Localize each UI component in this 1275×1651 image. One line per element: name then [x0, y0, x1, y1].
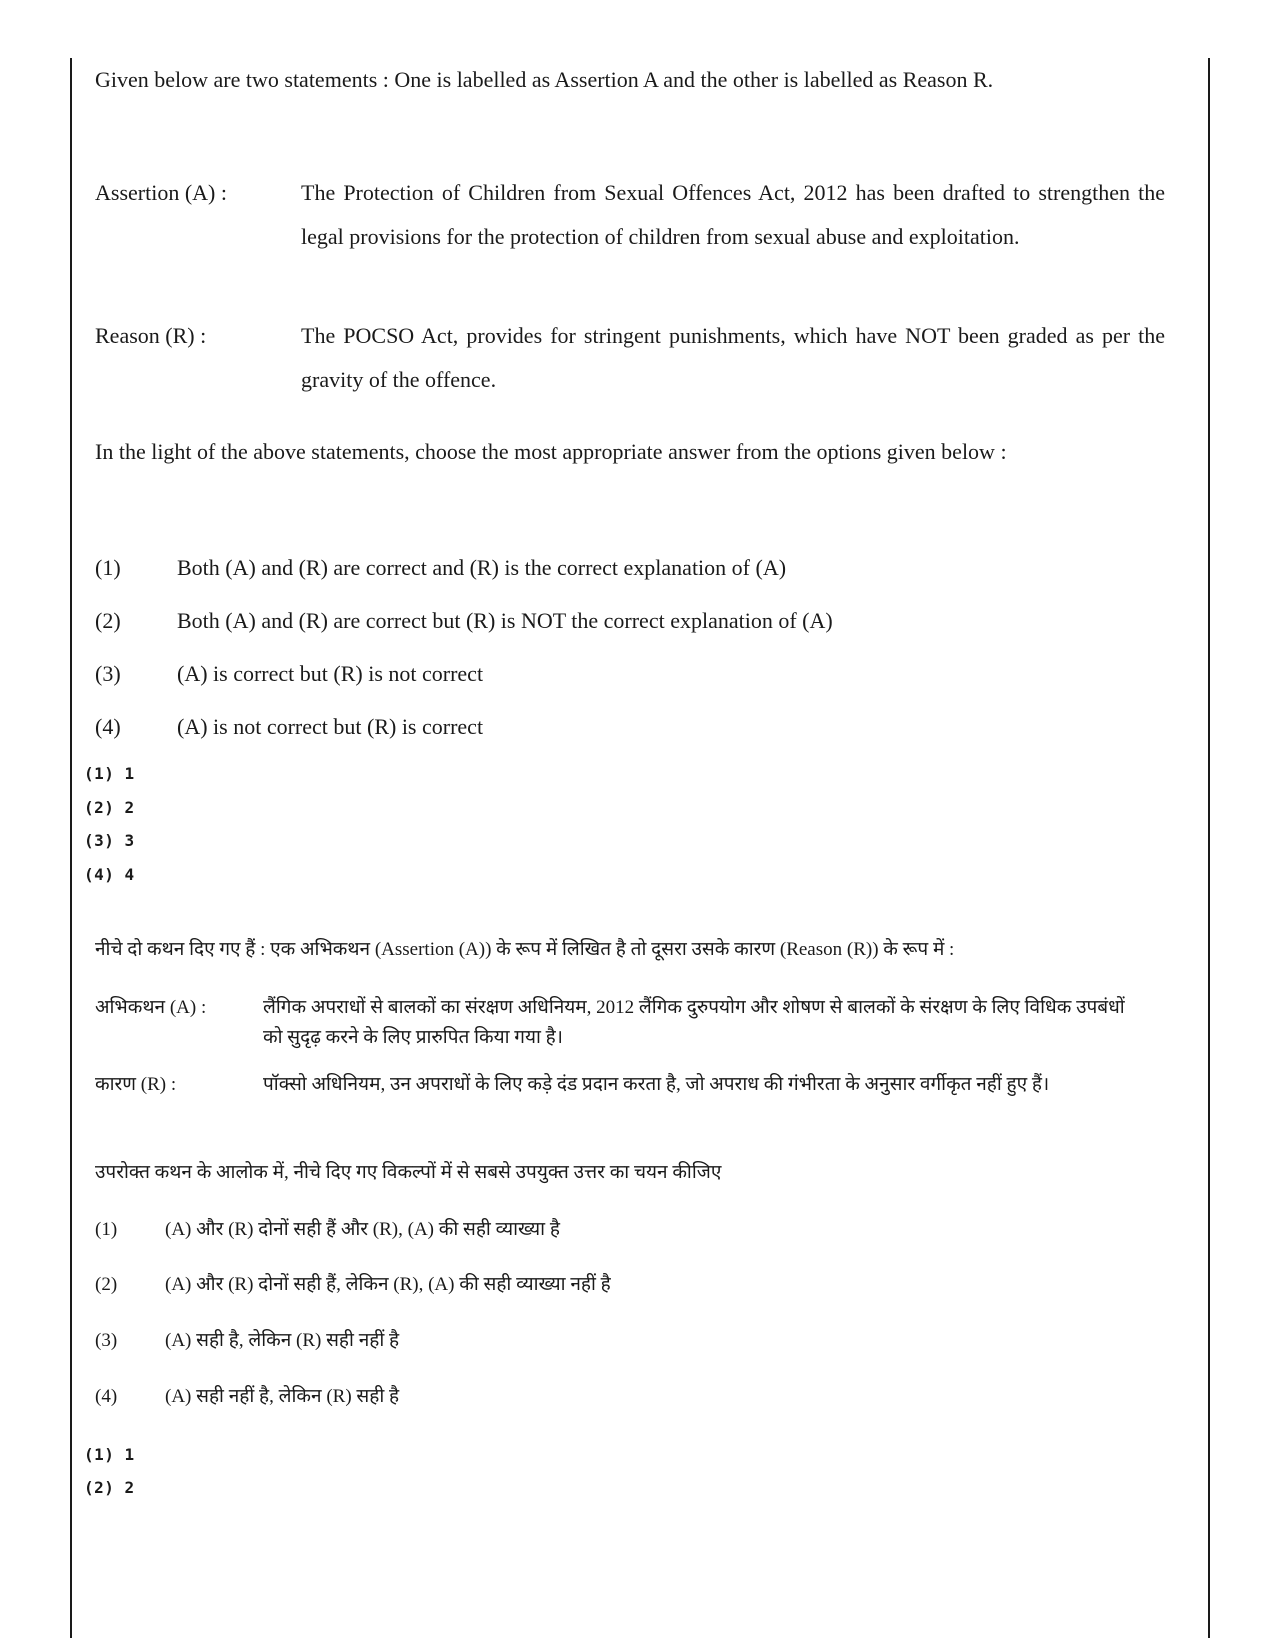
option-number: (3) [95, 1330, 118, 1351]
reason-label-hindi: कारण (R) : [95, 1074, 177, 1095]
reason-text-hindi: पॉक्सो अधिनियम, उन अपराधों के लिए कड़े दंड प्रदान करता है, जो अपराध की गंभीरता के अनुसार वर्गीकृत नहीं हुए हैं। [263, 1074, 1050, 1095]
option-text: Both (A) and (R) are correct and (R) is the correct explanation of (A) [177, 555, 787, 580]
answer-choice-1[interactable]: (1) 1 [84, 764, 135, 783]
answer-choice-1[interactable]: (1) 1 [84, 1445, 135, 1464]
answer-choice-2[interactable]: (2) 2 [84, 798, 135, 817]
option-number: (4) [95, 714, 121, 739]
question-intro-hindi: नीचे दो कथन दिए गए हैं : एक अभिकथन (Assertion (A)) के रूप में लिखित है तो दूसरा उसके कारण (Reason (R)) के रूप में : [95, 939, 955, 960]
instruction-hindi: उपरोक्त कथन के आलोक में, नीचे दिए गए विकल्पों में से सबसे उपयुक्त उत्तर का चयन कीजिए [95, 1162, 722, 1183]
left-border-line [70, 58, 72, 1638]
answer-choice-4[interactable]: (4) 4 [84, 865, 135, 884]
option-text: (A) is correct but (R) is not correct [177, 661, 484, 686]
option-number: (1) [95, 1219, 118, 1240]
answer-choice-3[interactable]: (3) 3 [84, 831, 135, 850]
option-text: (A) सही नहीं है, लेकिन (R) सही है [165, 1386, 400, 1407]
reason-text-english: The POCSO Act, provides for stringent punishments, which have NOT been graded as per the gravity of the offence. [301, 323, 1165, 392]
option-text: (A) सही है, लेकिन (R) सही नहीं है [165, 1330, 400, 1351]
reason-label-english: Reason (R) : [95, 323, 207, 348]
right-border-line [1208, 58, 1210, 1638]
assertion-text-hindi: लैंगिक अपराधों से बालकों का संरक्षण अधिनियम, 2012 लैंगिक दुरुपयोग और शोषण से बालकों के संरक्षण के लिए विधिक उपबंधों को सुदृढ़ करने के लिए प्रारुपित किया गया है। [263, 997, 1125, 1048]
option-number: (1) [95, 555, 121, 580]
option-number: (2) [95, 608, 121, 633]
question-intro-english: Given below are two statements : One is labelled as Assertion A and the other is labelled as Reason R. [95, 67, 994, 92]
instruction-english: In the light of the above statements, choose the most appropriate answer from the options given below : [95, 439, 1007, 464]
option-number: (2) [95, 1274, 118, 1295]
assertion-label-english: Assertion (A) : [95, 180, 227, 205]
option-text: (A) is not correct but (R) is correct [177, 714, 484, 739]
option-text: (A) और (R) दोनों सही हैं, लेकिन (R), (A) की सही व्याख्या नहीं है [165, 1274, 611, 1295]
option-text: Both (A) and (R) are correct but (R) is NOT the correct explanation of (A) [177, 608, 833, 633]
option-number: (4) [95, 1386, 118, 1407]
answer-choice-2[interactable]: (2) 2 [84, 1478, 135, 1497]
assertion-label-hindi: अभिकथन (A) : [95, 997, 207, 1018]
assertion-text-english: The Protection of Children from Sexual Offences Act, 2012 has been drafted to strengthen the legal provisions for the protection of children from sexual abuse and exploitation. [301, 180, 1165, 249]
option-number: (3) [95, 661, 121, 686]
option-text: (A) और (R) दोनों सही हैं और (R), (A) की सही व्याख्या है [165, 1219, 560, 1240]
